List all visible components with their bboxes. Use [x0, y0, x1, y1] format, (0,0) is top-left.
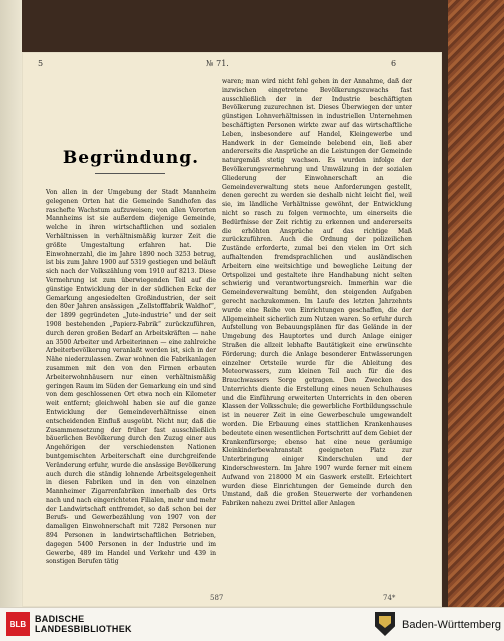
document-page: [22, 52, 442, 607]
bw-name: Baden-Württemberg: [402, 619, 502, 631]
signature-mark: 74*: [383, 594, 396, 602]
blb-logo: BLB: [6, 612, 30, 636]
issue-number: № 71.: [206, 59, 229, 68]
left-page-edge: [0, 0, 22, 607]
footer-banner: [0, 607, 504, 641]
book-cover: [448, 0, 504, 607]
page-footer: [22, 593, 442, 607]
blb-name: [35, 614, 132, 634]
blb-name-line2: LANDESBIBLIOTHEK: [35, 624, 132, 634]
right-page-number: 6: [391, 59, 397, 68]
bw-shield-icon: [375, 612, 395, 636]
left-page-number: 5: [38, 59, 44, 68]
section-title: Begründung.: [62, 148, 200, 168]
right-text-column: [222, 78, 412, 509]
page-header: [22, 52, 442, 68]
right-column-paragraph: waren; man wird nicht fehl gehen in der Annahme, daß der inzwischen eingetretene Bevölkerungszuwachs fast ausschließlich der in der Industrie beschäftigten Bevölkerung zuzurechnen ist. Dieses Überwiegen der unter günstigen Lohnverhältnissen in industriellen Unternehmen beschäftigten Personen wirkte zwar auf das wirtschaftliche Leben, insbesondere auf Handel, Kleingewerbe und Handwerk in der Gemeinde belebend ein, ließ aber andererseits die Ansprüche an die Leistungen der Gemeinde naturgemäß stetig wachsen. Es wurden infolge der Bevölkerungsvermehrung und Umwälzung in der sozialen Gliederung der Einwohnerschaft an die Gemeindeverwaltung stets neue Anforderungen gestellt, denen gerecht zu werden sie deshalb nicht leicht fiel, weil sie, im ländliche Verhältnisse gewöhnt, der Entwicklung nicht so rasch zu folgen vermochte, um einerseits die Bedürfnisse der Zeit richtig zu erkennen und andererseits die erhöhten Ansprüche auf das richtige Maß zurückzuführen. Auch die Ordnung der polizeilichen Zustände erforderte, zumal bei den vielen im Ort sich aufhaltenden fremdsprachlichen und ausländischen Arbeitern eine weitsichtige und bewegliche Leitung der Ortspolizei und gestaltete ihre Handhabung nicht selten schwierig und verantwortungsreich. Immerhin war die Gemeindeverwaltung bemüht, den steigenden Aufgaben gerecht nachzukommen. Im Laufe des letzten Jahrzehnts wurde eine Reihe von Einrichtungen geschaffen, die der Allgemeinheit sicherlich zum Nutzen waren. So erfuhr durch Aufstellung von Bebauungsplänen für das Gelände in der Umgebung des Hauptortes und durch Anlage einiger Straßen die allzeit lebhafte Bautätigkeit eine erwünschte Förderung; durch die Anlage besonderer Entwässerungen einzelner Ortsteile wurde für die Ableitung des Meteorwassers, zum kleinen Teil auch für die des Brauchwassers Sorge getragen. Den Zwecken des Unterrichts diente die Erstellung eines neuen Schulhauses und die Einführung erweiterten Unterrichts in den oberen Klassen der Volksschule; die gewerbliche Fortbildungsschule ist in neuerer Zeit in eine Gewerbeschule umgewandelt worden. Die Erbauung eines stattlichen Krankenhauses bedeutete einen wesentlichen Fortschritt auf dem Gebiet der Krankenfürsorge; ebenso hat eine neue geräumige Kleinkinderbewahranstalt geeigneten Platz zur Unterbringung einiger Kinderschulen und der Kinderschwestern. Im Jahre 1907 wurde ferner mit einem Aufwand von 218000 M ein Gaswerk erstellt. Erleichtert wurden diese Einrichtungen der Gemeinde durch den Umstand, daß die großen Steuerwerte der vorhandenen Fabriken nahezu zwei Drittel aller Anlagen: [222, 78, 412, 508]
title-rule: [95, 173, 165, 174]
left-text-column: [46, 189, 216, 567]
page-number-bottom: 587: [210, 594, 224, 602]
blb-name-line1: BADISCHE: [35, 614, 85, 624]
left-column-paragraph: Von allen in der Umgebung der Stadt Mannheim gelegenen Orten hat die Gemeinde Sandhofen das raschefte Wachstum aufzuweisen; von allen Vororten Mannheims ist sie außerdem diejenige Gemeinde, welche in ihren wirtschaftlichen und sozialen Verhältnissen in verhältnismäßig kurzer Zeit die größte Umgestaltung erfahren hat. Die Einwohnerzahl, die im Jahre 1890 noch 3253 betrug, ist bis zum Jahre 1900 auf 5319 gestiegen und beläuft sich nach der Volkszählung vom 1910 auf 8213. Diese Vermehrung ist zum überwiegenden Teil auf die günstige Entwicklung der in der südlichen Ecke der Gemarkung angesiedelten Großindustrien, der seit den 80er Jahren ansässigen „Zellstofffabrik Waldhof“, der 1899 gegründeten „Jute-industrie“ und der seit 1908 bestehenden „Papierz-Fabrik“ zurückzuführen, durch deren großen Bedarf an Arbeitskräften — nahe an 3500 Arbeiter und Arbeiterinnen — eine zahlreiche Arbeiterbevölkerung veranlaßt worden ist, sich in der Nähe niederzulassen. Zwar wohnen die Fabrikanlagen zusammen mit den von den Firmen erbauten Arbeiterwohnhäusern nur einen verhältnismäßig geringen Raum im Süden der Gemarkung ein und sind von dem geschlossenen Ort etwa noch ein Kilometer weit entfernt; gleichwohl haben sie auf die ganze Entwicklung der Gemeindeverhältnisse einen entscheidenden Einfluß ausgeübt. Nicht nur, daß die Zusammensetzung der früher fast ausschließlich bäuerlichen Bevölkerung durch den Zuzug einer aus Angehörigen der verschiedensten Nationen buntgemischten Arbeiterschaft eine durchgreifende Veränderung erfuhr, wurde die ansässige Bevölkerung auch durch die ständig lohnende Arbeitsgelegenheit in diesen Fabriken und in den von einzelnen Mannheimer Zigarrenfabriken innerhalb des Orts nach und nach eingerichteten Filialen, mehr und mehr der Landwirtschaft entfremdet, so daß schon bei der Berufs- und Gewerbezählung von 1907 von der damaligen Einwohnerschaft mit 7282 Personen nur 894 Personen in landwirtschaftlichen Betrieben, dagegen 5400 Personen in der Industrie und im Gewerbe, 489 im Handel und Verkehr und 439 in sonstigen Berufen tätig: [46, 189, 216, 566]
